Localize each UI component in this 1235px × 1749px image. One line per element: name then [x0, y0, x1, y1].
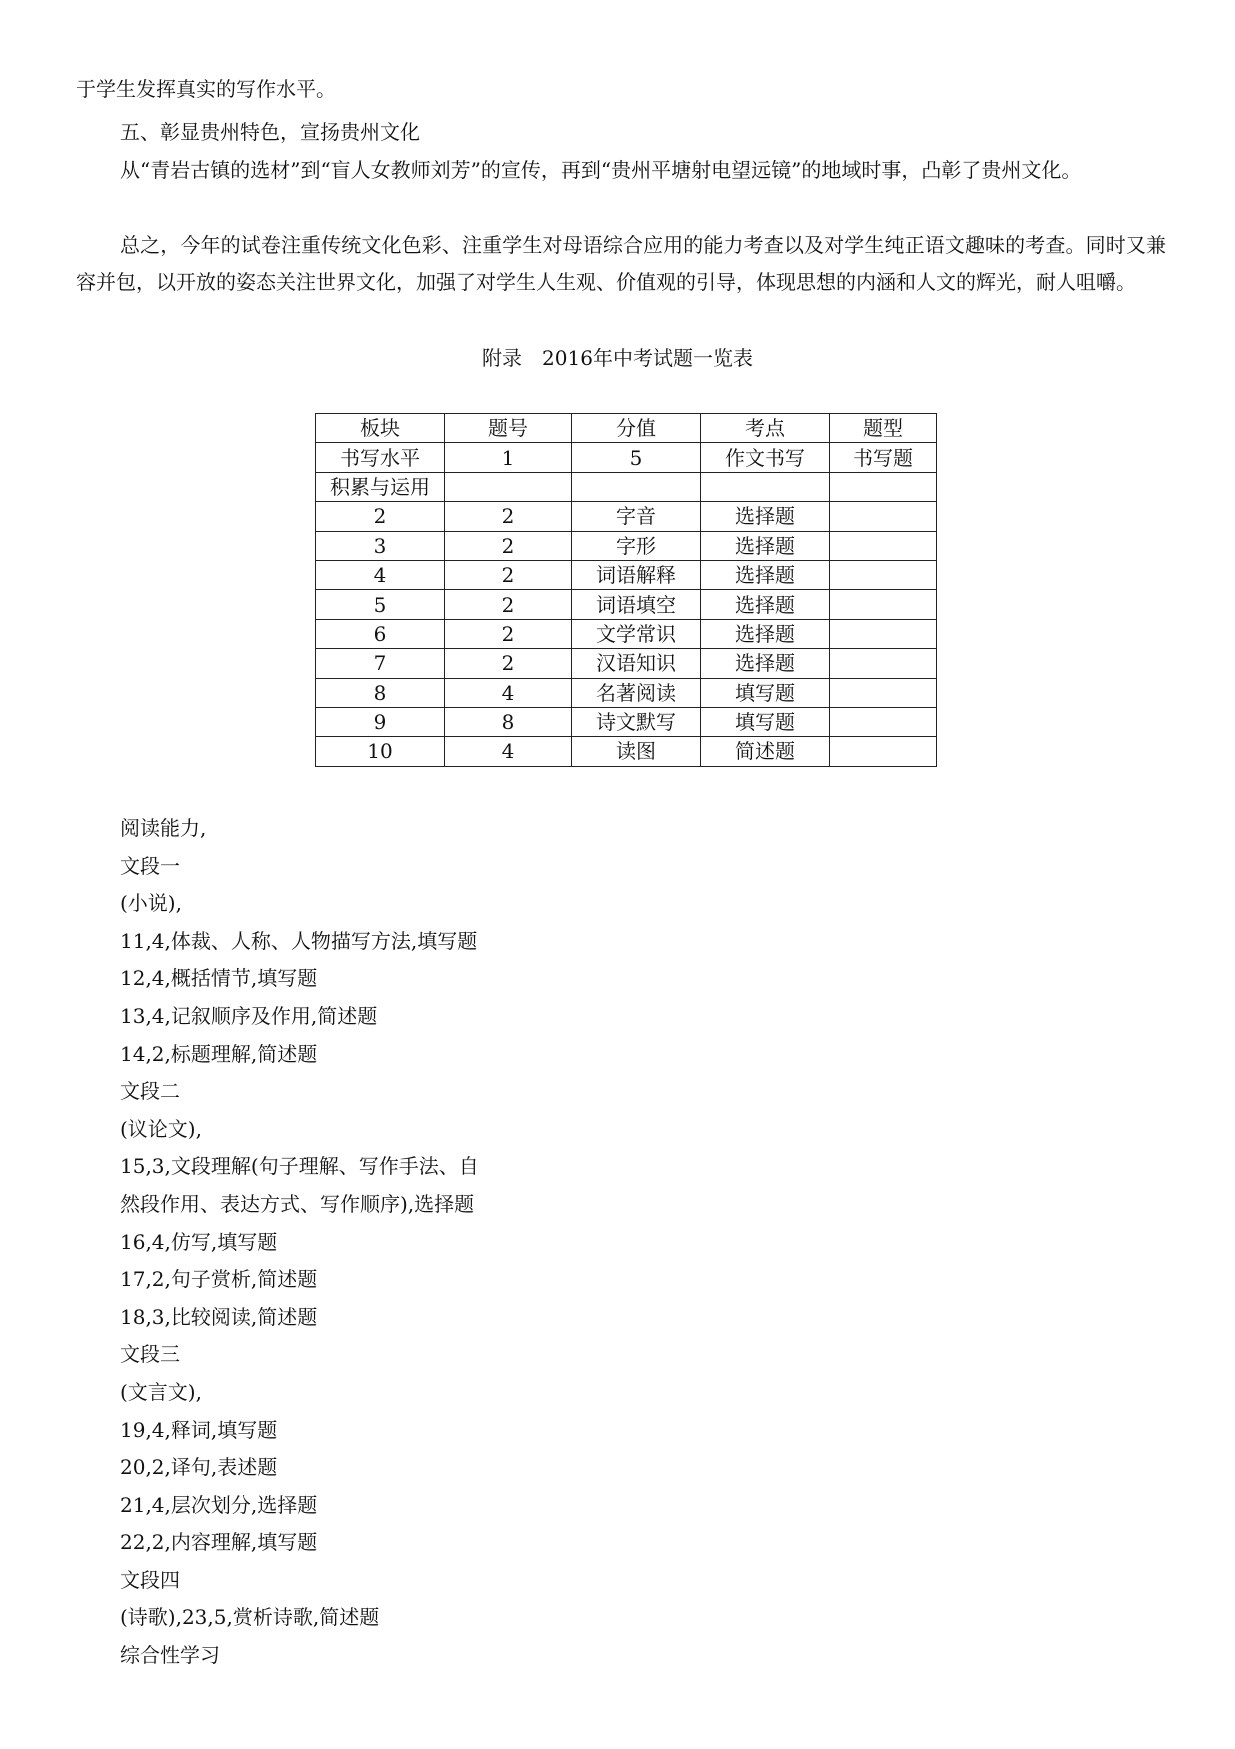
list-item: 阅读能力, [120, 816, 207, 840]
list-item: 文段一 [120, 853, 180, 878]
table-cell: 4 [316, 560, 445, 589]
list-item: 15,3,文段理解(句子理解、写作手法、自 [120, 1154, 479, 1179]
table-header-row [316, 414, 937, 443]
table-cell: 8 [316, 678, 445, 707]
table-cell: 2 [445, 619, 572, 648]
table-cell: 5 [572, 443, 701, 472]
header-cell: 题号 [445, 414, 572, 443]
table-cell [830, 472, 937, 501]
table-row [316, 678, 937, 707]
list-item: (文言文), [120, 1379, 202, 1404]
table-cell: 积累与运用 [316, 472, 445, 501]
table-cell [830, 737, 937, 766]
header-cell: 分值 [572, 414, 701, 443]
table-cell: 词语解释 [572, 560, 701, 589]
list-item: (议论文), [120, 1116, 202, 1141]
table-row [316, 443, 937, 472]
list-item: 17,2,句子赏析,简述题 [120, 1267, 318, 1292]
list-item: 21,4,层次划分,选择题 [120, 1492, 318, 1517]
table-cell: 9 [316, 707, 445, 736]
table-caption: 附录 2016年中考试题一览表 [482, 346, 753, 370]
table-cell: 4 [445, 678, 572, 707]
table-cell: 名著阅读 [572, 678, 701, 707]
table-row [316, 502, 937, 531]
list-item: 综合性学习 [120, 1643, 220, 1668]
table-cell: 4 [445, 737, 572, 766]
table-cell [830, 649, 937, 678]
table-row [316, 707, 937, 736]
table-cell: 填写题 [701, 707, 830, 736]
list-item: 11,4,体裁、人称、人物描写方法,填写题 [120, 928, 478, 953]
list-item: 文段三 [120, 1342, 180, 1367]
table-cell: 文学常识 [572, 619, 701, 648]
table-cell: 填写题 [701, 678, 830, 707]
table-cell [830, 590, 937, 619]
table-row [316, 590, 937, 619]
paragraph-summary: 总之，今年的试卷注重传统文化色彩、注重学生对母语综合应用的能力考查以及对学生纯正语文趣味的考查。同时又兼容并包，以开放的姿态关注世界文化，加强了对学生人生观、价值观的引导，体现思想的内涵和人文的辉光，耐人咀嚼。 [76, 233, 1166, 294]
table-cell: 8 [445, 707, 572, 736]
table-cell [701, 472, 830, 501]
list-item: 文段四 [120, 1567, 180, 1592]
paragraph-guizhou-culture: 从“青岩古镇的选材”到“盲人女教师刘芳”的宣传，再到“贵州平塘射电望远镜”的地域时事，凸彰了贵州文化。 [120, 158, 1082, 182]
list-item: 文段二 [120, 1079, 180, 1104]
table-cell [830, 560, 937, 589]
table-cell: 1 [445, 443, 572, 472]
list-item: 18,3,比较阅读,简述题 [120, 1304, 318, 1329]
table-row [316, 619, 937, 648]
table-cell: 10 [316, 737, 445, 766]
section-heading-five: 五、彰显贵州特色，宣扬贵州文化 [120, 120, 420, 144]
list-item: 16,4,仿写,填写题 [120, 1229, 278, 1254]
table-cell [830, 707, 937, 736]
table-cell: 选择题 [701, 590, 830, 619]
table-row [316, 649, 937, 678]
list-item: 13,4,记叙顺序及作用,简述题 [120, 1003, 378, 1028]
table-cell: 2 [445, 560, 572, 589]
table-cell [830, 502, 937, 531]
list-item: 20,2,译句,表述题 [120, 1455, 278, 1480]
table-cell: 3 [316, 531, 445, 560]
table-cell: 书写水平 [316, 443, 445, 472]
list-item: 19,4,释词,填写题 [120, 1417, 278, 1442]
table-cell: 2 [445, 649, 572, 678]
table-cell [572, 472, 701, 501]
table-cell: 2 [445, 590, 572, 619]
table-cell: 选择题 [701, 649, 830, 678]
table-cell [830, 531, 937, 560]
table-row [316, 560, 937, 589]
table-cell: 读图 [572, 737, 701, 766]
list-item: 然段作用、表达方式、写作顺序),选择题 [120, 1191, 475, 1216]
table-cell: 2 [445, 531, 572, 560]
list-item: (小说), [120, 891, 182, 916]
list-item: (诗歌),23,5,赏析诗歌,简述题 [120, 1605, 380, 1630]
table-cell: 选择题 [701, 502, 830, 531]
table-cell: 诗文默写 [572, 707, 701, 736]
table-row [316, 472, 937, 501]
header-cell: 题型 [830, 414, 937, 443]
table-cell: 选择题 [701, 619, 830, 648]
exam-table [315, 413, 937, 767]
table-cell: 汉语知识 [572, 649, 701, 678]
table-cell [830, 678, 937, 707]
table-cell: 6 [316, 619, 445, 648]
table-cell: 书写题 [830, 443, 937, 472]
table-cell [830, 619, 937, 648]
table-cell: 2 [316, 502, 445, 531]
table-cell: 字音 [572, 502, 701, 531]
table-cell: 5 [316, 590, 445, 619]
table-row [316, 737, 937, 766]
header-cell: 考点 [701, 414, 830, 443]
table-cell [445, 472, 572, 501]
table-cell: 2 [445, 502, 572, 531]
table-cell: 词语填空 [572, 590, 701, 619]
table-cell: 选择题 [701, 531, 830, 560]
table-cell: 简述题 [701, 737, 830, 766]
list-item: 14,2,标题理解,简述题 [120, 1041, 318, 1066]
list-item: 22,2,内容理解,填写题 [120, 1530, 318, 1555]
table-cell: 选择题 [701, 560, 830, 589]
table-row [316, 531, 937, 560]
paragraph-continuation: 于学生发挥真实的写作水平。 [76, 77, 336, 101]
table-cell: 字形 [572, 531, 701, 560]
table-cell: 7 [316, 649, 445, 678]
list-item: 12,4,概括情节,填写题 [120, 966, 318, 991]
header-cell: 板块 [316, 414, 445, 443]
item-list [120, 810, 479, 1675]
table-cell: 作文书写 [701, 443, 830, 472]
